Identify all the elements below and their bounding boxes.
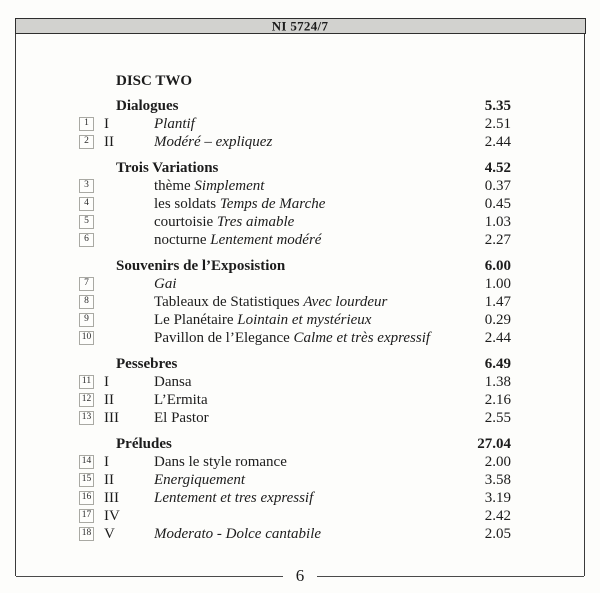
track-number: 13 xyxy=(81,412,92,423)
track-title-text: L’Ermita xyxy=(154,392,208,408)
track-title xyxy=(154,177,485,195)
section-header xyxy=(79,435,511,453)
work-title: Préludes xyxy=(116,436,172,452)
work-duration: 5.35 xyxy=(484,98,511,114)
track-row xyxy=(79,293,511,311)
tempo-marking: Simplement xyxy=(194,178,265,194)
track-number: 2 xyxy=(84,136,89,147)
track-number: 4 xyxy=(84,198,89,209)
tempo-marking: Moderato - Dolce cantabile xyxy=(154,526,322,542)
track-row xyxy=(79,311,511,329)
track-duration: 3.19 xyxy=(484,490,511,506)
track-number: 17 xyxy=(81,510,92,521)
track-number-box xyxy=(79,135,94,149)
track-number: 6 xyxy=(84,234,89,245)
tempo-marking: Energiquement xyxy=(154,472,246,488)
track-number-box xyxy=(79,295,94,309)
track-number: 3 xyxy=(84,180,89,191)
work-duration: 6.00 xyxy=(484,258,511,274)
track-number-box xyxy=(79,313,94,327)
track-title-text: Dansa xyxy=(154,374,192,390)
track-title-text: Dans le style romance xyxy=(154,454,287,470)
track-title xyxy=(154,231,485,249)
track-row xyxy=(79,507,511,525)
page-number: 6 xyxy=(295,566,305,585)
track-duration: 2.16 xyxy=(484,392,511,408)
track-rows xyxy=(79,115,511,151)
work-section xyxy=(79,257,511,347)
track-row xyxy=(79,489,511,507)
work-section xyxy=(79,355,511,427)
track-number: 1 xyxy=(84,118,89,129)
page-frame xyxy=(15,18,585,585)
track-title xyxy=(154,329,485,347)
movement-numeral: V xyxy=(104,526,115,542)
track-number: 10 xyxy=(81,332,92,343)
track-number: 8 xyxy=(84,296,89,307)
work-section xyxy=(79,159,511,249)
track-duration: 1.38 xyxy=(484,374,511,390)
track-rows xyxy=(79,373,511,427)
movement-numeral: III xyxy=(104,410,119,426)
track-duration: 2.44 xyxy=(484,134,511,150)
movement-numeral: II xyxy=(104,392,114,408)
track-title xyxy=(154,409,485,427)
track-title xyxy=(154,275,485,293)
track-number-box xyxy=(79,197,94,211)
work-duration: 6.49 xyxy=(484,356,511,372)
tempo-marking: Gai xyxy=(154,276,177,292)
track-title xyxy=(154,115,485,133)
track-title xyxy=(154,311,485,329)
catalog-number: NI 5724/7 xyxy=(271,18,329,33)
track-title xyxy=(154,525,485,543)
track-title xyxy=(154,133,485,151)
track-number-box xyxy=(79,179,94,193)
work-section xyxy=(79,97,511,151)
track-number-box xyxy=(79,215,94,229)
sections-container xyxy=(79,97,511,543)
track-number: 11 xyxy=(81,376,92,387)
track-title xyxy=(154,471,485,489)
track-number-box xyxy=(79,473,94,487)
track-title-text: Le Planétaire xyxy=(154,312,238,328)
track-number: 5 xyxy=(84,216,89,227)
track-number: 7 xyxy=(84,278,89,289)
work-title: Trois Variations xyxy=(116,160,219,176)
tempo-marking: Avec lourdeur xyxy=(303,294,388,310)
section-header xyxy=(79,159,511,177)
section-header xyxy=(79,355,511,373)
track-rows xyxy=(79,275,511,347)
track-duration: 2.55 xyxy=(484,410,511,426)
tempo-marking: Plantif xyxy=(154,116,195,132)
track-number-box xyxy=(79,527,94,541)
work-duration: 4.52 xyxy=(484,160,511,176)
track-duration: 2.44 xyxy=(484,330,511,346)
track-row xyxy=(79,525,511,543)
tempo-marking: Tres aimable xyxy=(216,214,295,230)
track-number: 9 xyxy=(84,314,89,325)
work-title: Pessebres xyxy=(116,356,178,372)
track-number-box xyxy=(79,233,94,247)
track-row xyxy=(79,231,511,249)
track-row xyxy=(79,213,511,231)
track-title-text: El Pastor xyxy=(154,410,209,426)
track-number-box xyxy=(79,393,94,407)
movement-numeral: IV xyxy=(104,508,120,524)
track-number-box xyxy=(79,277,94,291)
work-title: Dialogues xyxy=(116,98,179,114)
track-number: 16 xyxy=(81,492,92,503)
track-listing xyxy=(79,72,511,543)
track-duration: 3.58 xyxy=(484,472,511,488)
track-title-text: nocturne xyxy=(154,232,211,248)
track-row xyxy=(79,133,511,151)
track-number-box xyxy=(79,411,94,425)
track-title-text: les soldats xyxy=(154,196,220,212)
tempo-marking: Lentement et tres expressif xyxy=(154,490,314,506)
track-title-text: courtoisie xyxy=(154,214,217,230)
track-duration: 2.00 xyxy=(484,454,511,470)
track-row xyxy=(79,177,511,195)
track-row xyxy=(79,453,511,471)
track-number-box xyxy=(79,491,94,505)
track-duration: 0.37 xyxy=(484,178,511,194)
track-title xyxy=(154,391,485,409)
track-title-text: thème xyxy=(154,178,195,194)
tempo-marking: Lentement modéré xyxy=(210,232,322,248)
section-header xyxy=(79,257,511,275)
section-header xyxy=(79,97,511,115)
track-number: 15 xyxy=(81,474,92,485)
track-title xyxy=(154,489,485,507)
track-duration: 1.03 xyxy=(484,214,511,230)
work-title: Souvenirs de l’Exposistion xyxy=(116,258,286,274)
tempo-marking: Modéré – expliquez xyxy=(154,134,273,150)
track-number: 12 xyxy=(81,394,92,405)
track-title xyxy=(154,453,485,471)
track-number-box xyxy=(79,117,94,131)
track-row xyxy=(79,391,511,409)
track-number-box xyxy=(79,455,94,469)
footer-rule-right xyxy=(317,576,584,577)
track-row xyxy=(79,195,511,213)
footer-rule-left xyxy=(16,576,283,577)
track-duration: 0.45 xyxy=(484,196,511,212)
movement-numeral: II xyxy=(104,472,114,488)
disc-title: DISC TWO xyxy=(116,73,192,89)
catalog-header-bar xyxy=(15,18,586,34)
track-title xyxy=(154,293,485,311)
work-duration: 27.04 xyxy=(477,436,511,452)
track-row xyxy=(79,471,511,489)
tempo-marking: Calme et très expressif xyxy=(293,330,431,346)
track-duration: 1.00 xyxy=(484,276,511,292)
track-title xyxy=(154,373,485,391)
movement-numeral: I xyxy=(104,116,109,132)
track-number-box xyxy=(79,375,94,389)
track-number-box xyxy=(79,509,94,523)
track-duration: 2.05 xyxy=(484,526,511,542)
track-number-box xyxy=(79,331,94,345)
track-title-text: Pavillon de l’Elegance xyxy=(154,330,294,346)
track-row xyxy=(79,409,511,427)
track-row xyxy=(79,275,511,293)
tempo-marking: Lointain et mystérieux xyxy=(237,312,372,328)
tempo-marking: Temps de Marche xyxy=(219,196,326,212)
track-number: 14 xyxy=(81,456,92,467)
movement-numeral: II xyxy=(104,134,114,150)
track-row xyxy=(79,329,511,347)
track-duration: 2.51 xyxy=(484,116,511,132)
track-row xyxy=(79,373,511,391)
work-section xyxy=(79,435,511,543)
track-duration: 0.29 xyxy=(484,312,511,328)
track-duration: 1.47 xyxy=(484,294,511,310)
movement-numeral: I xyxy=(104,454,109,470)
movement-numeral: III xyxy=(104,490,119,506)
track-title-text: Tableaux de Statistiques xyxy=(154,294,304,310)
track-title xyxy=(154,195,485,213)
track-title xyxy=(154,213,485,231)
track-rows xyxy=(79,177,511,249)
movement-numeral: I xyxy=(104,374,109,390)
track-duration: 2.27 xyxy=(484,232,511,248)
track-row xyxy=(79,115,511,133)
page-footer xyxy=(16,567,584,585)
track-rows xyxy=(79,453,511,543)
track-number: 18 xyxy=(81,528,92,539)
track-duration: 2.42 xyxy=(484,508,511,524)
